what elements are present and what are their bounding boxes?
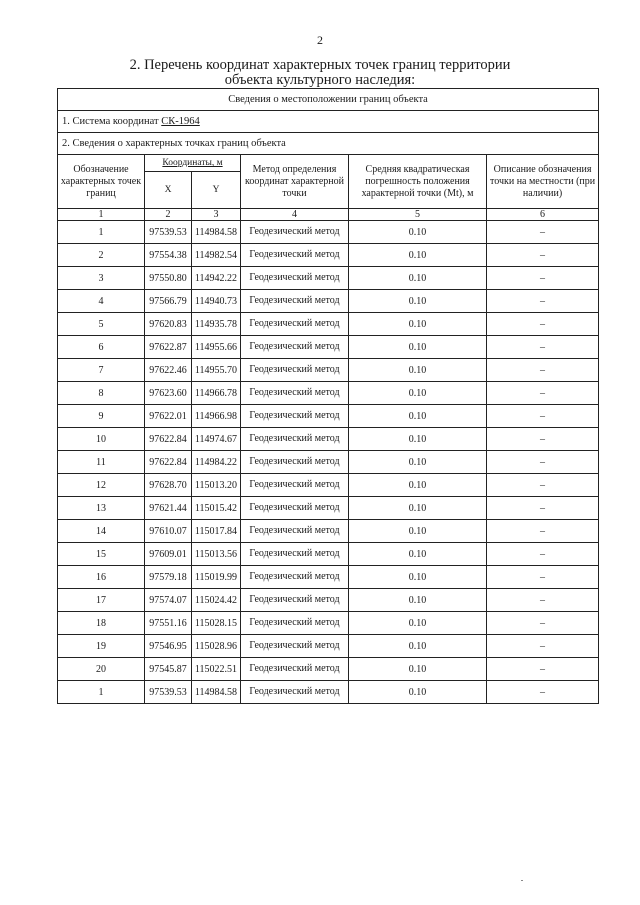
cell-x: 97628.70 — [145, 474, 192, 497]
cell-description: – — [487, 405, 599, 428]
cell-accuracy: 0.10 — [349, 520, 487, 543]
cell-point: 7 — [58, 359, 145, 382]
cell-y: 115024.42 — [192, 589, 241, 612]
location-section-header: Сведения о местоположении границ объекта — [58, 89, 599, 111]
cell-description: – — [487, 336, 599, 359]
cell-accuracy: 0.10 — [349, 313, 487, 336]
page-title — [60, 58, 580, 88]
cell-point: 15 — [58, 543, 145, 566]
cell-x: 97622.84 — [145, 428, 192, 451]
cell-method: Геодезический метод — [241, 336, 349, 359]
cell-y: 115022.51 — [192, 658, 241, 681]
coordinate-system-label: 1. Система координат — [62, 116, 162, 127]
table-row — [58, 359, 599, 382]
cell-description: – — [487, 474, 599, 497]
column-number: 1 — [58, 209, 145, 221]
cell-description: – — [487, 267, 599, 290]
table-row — [58, 543, 599, 566]
cell-method: Геодезический метод — [241, 405, 349, 428]
header-point: Обозначение характерных точек границ — [58, 155, 145, 209]
column-number: 2 — [145, 209, 192, 221]
cell-method: Геодезический метод — [241, 451, 349, 474]
cell-x: 97623.60 — [145, 382, 192, 405]
cell-accuracy: 0.10 — [349, 543, 487, 566]
cell-method: Геодезический метод — [241, 612, 349, 635]
scan-mark — [521, 880, 523, 881]
cell-accuracy: 0.10 — [349, 336, 487, 359]
header-y: Y — [192, 172, 241, 209]
cell-method: Геодезический метод — [241, 543, 349, 566]
cell-accuracy: 0.10 — [349, 221, 487, 244]
cell-x: 97610.07 — [145, 520, 192, 543]
cell-y: 115013.56 — [192, 543, 241, 566]
column-number: 3 — [192, 209, 241, 221]
cell-accuracy: 0.10 — [349, 359, 487, 382]
cell-point: 18 — [58, 612, 145, 635]
header-accuracy: Средняя квадратическая погрешность положения характерной точки (Mt), м — [349, 155, 487, 209]
cell-point: 14 — [58, 520, 145, 543]
cell-point: 16 — [58, 566, 145, 589]
cell-y: 115019.99 — [192, 566, 241, 589]
cell-method: Геодезический метод — [241, 520, 349, 543]
cell-description: – — [487, 566, 599, 589]
cell-y: 114942.22 — [192, 267, 241, 290]
cell-y: 114940.73 — [192, 290, 241, 313]
table-row — [58, 290, 599, 313]
header-x: X — [145, 172, 192, 209]
cell-method: Геодезический метод — [241, 290, 349, 313]
table-row — [58, 520, 599, 543]
cell-x: 97550.80 — [145, 267, 192, 290]
cell-point: 8 — [58, 382, 145, 405]
cell-accuracy: 0.10 — [349, 451, 487, 474]
header-description: Описание обозначения точки на местности (при наличии) — [487, 155, 599, 209]
table-row — [58, 313, 599, 336]
cell-accuracy: 0.10 — [349, 658, 487, 681]
cell-y: 114982.54 — [192, 244, 241, 267]
cell-description: – — [487, 428, 599, 451]
cell-method: Геодезический метод — [241, 359, 349, 382]
cell-accuracy: 0.10 — [349, 244, 487, 267]
coordinates-rows — [58, 221, 599, 704]
cell-accuracy: 0.10 — [349, 566, 487, 589]
cell-method: Геодезический метод — [241, 681, 349, 704]
table-row — [58, 658, 599, 681]
table-row — [58, 589, 599, 612]
cell-accuracy: 0.10 — [349, 612, 487, 635]
cell-method: Геодезический метод — [241, 244, 349, 267]
cell-point: 10 — [58, 428, 145, 451]
cell-point: 1 — [58, 681, 145, 704]
cell-accuracy: 0.10 — [349, 405, 487, 428]
cell-description: – — [487, 520, 599, 543]
cell-point: 5 — [58, 313, 145, 336]
cell-x: 97609.01 — [145, 543, 192, 566]
cell-description: – — [487, 612, 599, 635]
page-number: 2 — [317, 33, 323, 47]
table-row — [58, 612, 599, 635]
cell-y: 114984.58 — [192, 221, 241, 244]
table-row — [58, 221, 599, 244]
cell-y: 115028.96 — [192, 635, 241, 658]
cell-y: 115013.20 — [192, 474, 241, 497]
cell-point: 17 — [58, 589, 145, 612]
cell-x: 97566.79 — [145, 290, 192, 313]
cell-description: – — [487, 543, 599, 566]
cell-method: Геодезический метод — [241, 658, 349, 681]
table-row — [58, 497, 599, 520]
cell-x: 97539.53 — [145, 681, 192, 704]
coordinate-system-value: СК-1964 — [161, 116, 200, 127]
cell-y: 114935.78 — [192, 313, 241, 336]
header-method: Метод определения координат характерной точки — [241, 155, 349, 209]
cell-x: 97546.95 — [145, 635, 192, 658]
cell-point: 2 — [58, 244, 145, 267]
cell-method: Геодезический метод — [241, 474, 349, 497]
cell-description: – — [487, 635, 599, 658]
cell-x: 97620.83 — [145, 313, 192, 336]
cell-method: Геодезический метод — [241, 382, 349, 405]
table-row — [58, 336, 599, 359]
table-row — [58, 566, 599, 589]
cell-point: 9 — [58, 405, 145, 428]
cell-y: 115028.15 — [192, 612, 241, 635]
cell-method: Геодезический метод — [241, 267, 349, 290]
cell-accuracy: 0.10 — [349, 635, 487, 658]
cell-description: – — [487, 658, 599, 681]
cell-x: 97622.46 — [145, 359, 192, 382]
cell-method: Геодезический метод — [241, 313, 349, 336]
cell-method: Геодезический метод — [241, 566, 349, 589]
cell-accuracy: 0.10 — [349, 474, 487, 497]
cell-x: 97554.38 — [145, 244, 192, 267]
cell-description: – — [487, 290, 599, 313]
cell-x: 97539.53 — [145, 221, 192, 244]
cell-description: – — [487, 244, 599, 267]
cell-accuracy: 0.10 — [349, 428, 487, 451]
cell-x: 97622.87 — [145, 336, 192, 359]
cell-point: 11 — [58, 451, 145, 474]
cell-x: 97545.87 — [145, 658, 192, 681]
cell-y: 115015.42 — [192, 497, 241, 520]
cell-description: – — [487, 221, 599, 244]
cell-description: – — [487, 451, 599, 474]
cell-x: 97622.84 — [145, 451, 192, 474]
cell-point: 19 — [58, 635, 145, 658]
cell-y: 114984.22 — [192, 451, 241, 474]
cell-method: Геодезический метод — [241, 589, 349, 612]
cell-point: 13 — [58, 497, 145, 520]
column-number: 5 — [349, 209, 487, 221]
cell-method: Геодезический метод — [241, 635, 349, 658]
title-line-1: 2. Перечень координат характерных точек границ территории — [129, 57, 511, 73]
table-row — [58, 267, 599, 290]
cell-x: 97579.18 — [145, 566, 192, 589]
table-row — [58, 635, 599, 658]
cell-description: – — [487, 313, 599, 336]
coordinate-system-row — [58, 111, 599, 133]
cell-accuracy: 0.10 — [349, 681, 487, 704]
column-numbers-row — [58, 209, 599, 221]
cell-x: 97622.01 — [145, 405, 192, 428]
table-row — [58, 244, 599, 267]
cell-x: 97551.16 — [145, 612, 192, 635]
cell-description: – — [487, 589, 599, 612]
cell-y: 114974.67 — [192, 428, 241, 451]
cell-y: 114984.58 — [192, 681, 241, 704]
cell-y: 114966.78 — [192, 382, 241, 405]
header-coords: Координаты, м — [145, 155, 241, 172]
table-row — [58, 451, 599, 474]
table-row — [58, 474, 599, 497]
cell-point: 3 — [58, 267, 145, 290]
cell-point: 12 — [58, 474, 145, 497]
cell-method: Геодезический метод — [241, 221, 349, 244]
cell-description: – — [487, 359, 599, 382]
cell-point: 4 — [58, 290, 145, 313]
coordinates-table — [57, 88, 599, 704]
points-section-header: 2. Сведения о характерных точках границ объекта — [58, 133, 599, 155]
title-line-2: объекта культурного наследия: — [224, 72, 416, 88]
cell-description: – — [487, 497, 599, 520]
cell-accuracy: 0.10 — [349, 267, 487, 290]
cell-description: – — [487, 382, 599, 405]
cell-y: 114966.98 — [192, 405, 241, 428]
table-row — [58, 405, 599, 428]
cell-accuracy: 0.10 — [349, 589, 487, 612]
cell-point: 20 — [58, 658, 145, 681]
cell-x: 97574.07 — [145, 589, 192, 612]
cell-y: 114955.66 — [192, 336, 241, 359]
cell-accuracy: 0.10 — [349, 290, 487, 313]
column-number: 4 — [241, 209, 349, 221]
cell-method: Геодезический метод — [241, 497, 349, 520]
cell-accuracy: 0.10 — [349, 497, 487, 520]
cell-point: 6 — [58, 336, 145, 359]
column-number: 6 — [487, 209, 599, 221]
cell-accuracy: 0.10 — [349, 382, 487, 405]
table-row — [58, 428, 599, 451]
cell-x: 97621.44 — [145, 497, 192, 520]
table-row — [58, 681, 599, 704]
table-row — [58, 382, 599, 405]
cell-y: 114955.70 — [192, 359, 241, 382]
cell-point: 1 — [58, 221, 145, 244]
cell-description: – — [487, 681, 599, 704]
cell-method: Геодезический метод — [241, 428, 349, 451]
cell-y: 115017.84 — [192, 520, 241, 543]
